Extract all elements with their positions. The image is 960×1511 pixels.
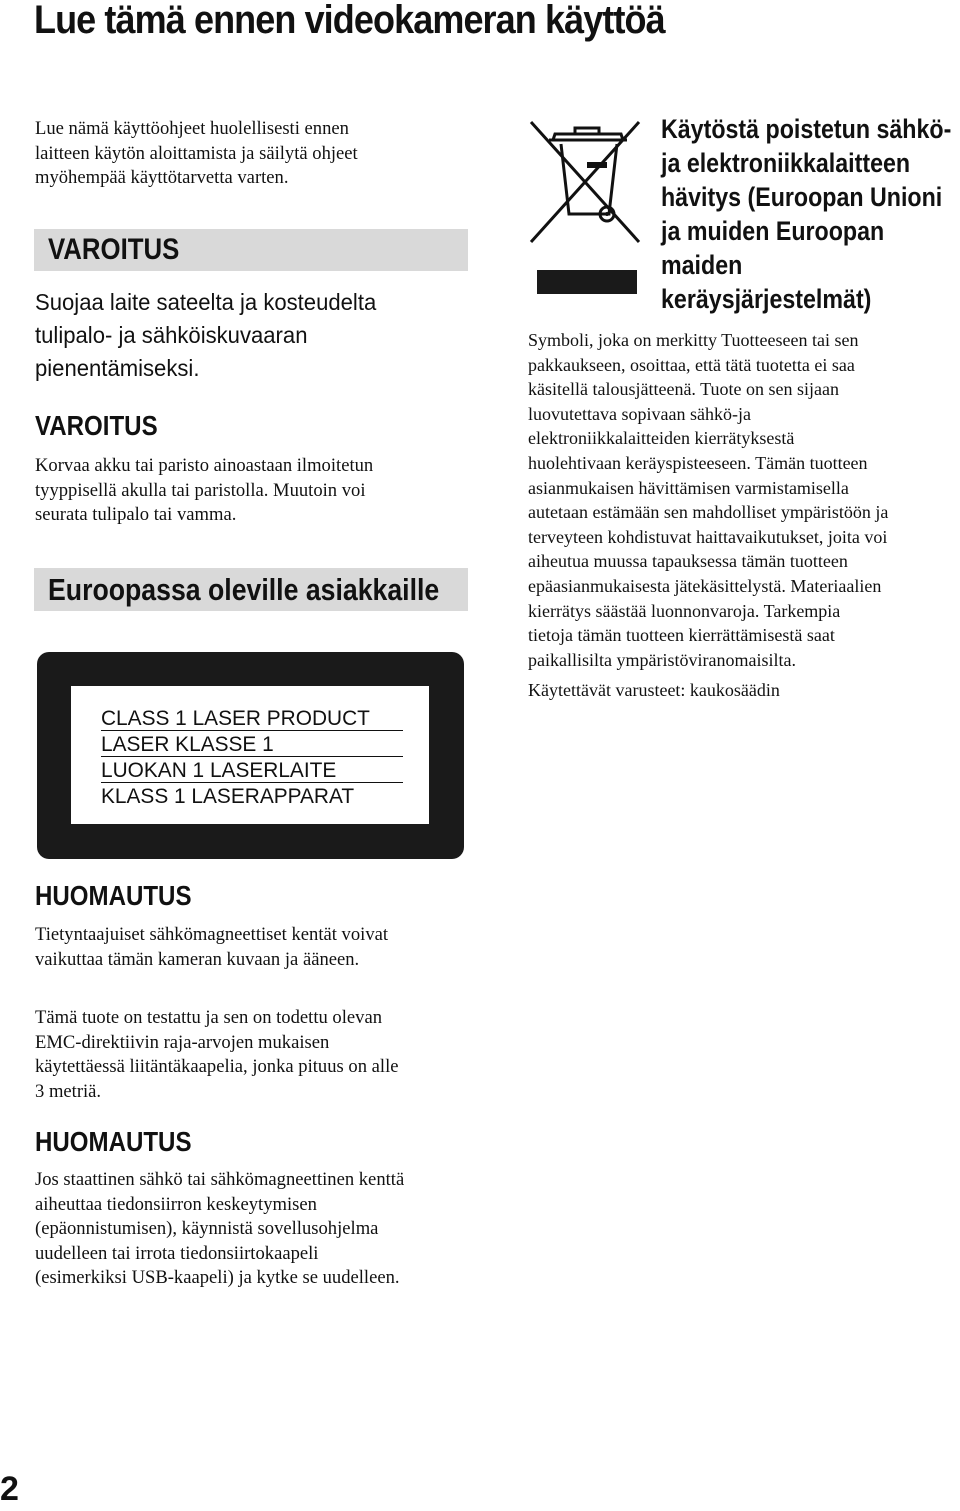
emc-line: Tämä tuote on testattu ja sen on todettu olevan (35, 1007, 382, 1028)
weee-heading-line: hävitys (Euroopan Unioni (661, 182, 943, 212)
weee-line: aiheutua muussa tapauksessa tämän tuotteen (528, 551, 848, 572)
warning2-line: tyyppisellä akulla tai paristolla. Muutoin voi (35, 479, 366, 501)
notice1-line: Tietyntaajuiset sähkömagneettiset kentät voivat (35, 924, 389, 945)
weee-line: elektroniikkalaitteiden kierrätyksestä (528, 428, 795, 449)
warning2-text (35, 454, 373, 528)
weee-line: autetaan estämään sen mahdolliset ympäristöön ja (528, 502, 889, 523)
weee-line: terveyteen kohdistuvat haittavaikutukset, joita voi (528, 526, 888, 547)
notice2-line: uudelleen tai irrota tiedonsiirtokaapeli (35, 1242, 319, 1264)
weee-line: käsitellä talousjätteenä. Tuote on sen sijaan (528, 379, 839, 400)
emc-line: 3 metriä. (35, 1080, 102, 1102)
weee-heading-line: ja elektroniikkalaitteen (661, 148, 911, 178)
notice1-heading: HUOMAUTUS (35, 880, 192, 911)
warning1-heading: VAROITUS (48, 233, 180, 266)
notice2-line: (epäonnistumisen), käynnistä sovellusohjelma (35, 1218, 379, 1240)
weee-heading-line: maiden (661, 250, 743, 280)
warning1-line: pienentämiseksi. (35, 355, 200, 381)
notice1-line: vaikuttaa tämän kameran kuvaan ja ääneen. (35, 948, 360, 970)
europe-heading-bar (34, 568, 468, 611)
intro-line: myöhempää käyttötarvetta varten. (35, 167, 289, 189)
accessories-text: Käytettävät varusteet: kaukosäädin (528, 680, 780, 700)
weee-line: luovutettava sopivaan sähkö-ja (528, 403, 751, 424)
emc-paragraph (35, 1006, 399, 1104)
notice2-heading: HUOMAUTUS (35, 1126, 192, 1157)
weee-heading-line: keräysjärjestelmät) (661, 284, 872, 314)
warning1-line: Suojaa laite sateelta ja kosteudelta (35, 289, 377, 315)
europe-heading: Euroopassa oleville asiakkaille (48, 572, 440, 607)
laser-label-panel (71, 686, 429, 824)
laser-label-line: LUOKAN 1 LASERLAITE (101, 758, 403, 783)
weee-line: paikallisilta ympäristöviranomaisilta. (528, 649, 796, 670)
warning2-line: Korvaa akku tai paristo ainoastaan ilmoitetun (35, 455, 374, 476)
warning-heading-bar (34, 229, 468, 271)
notice2-line: Jos staattinen sähkö tai sähkömagneettinen kenttä (35, 1169, 405, 1190)
laser-label-line: KLASS 1 LASERAPPARAT (101, 784, 355, 808)
warning2-line: seurata tulipalo tai vamma. (35, 504, 237, 526)
crossed-out-wheelie-bin-icon (527, 118, 645, 296)
emc-line: EMC-direktiivin raja-arvojen mukaisen (35, 1031, 330, 1053)
weee-line: kierrätys säästää luonnonvaroja. Tarkempia (528, 600, 841, 621)
weee-heading (661, 112, 960, 316)
weee-line: Symboli, joka on merkitty Tuotteeseen tai sen (528, 330, 859, 350)
intro-line: laitteen käytön aloittamista ja säilytä ohjeet (35, 142, 358, 164)
laser-label-line: LASER KLASSE 1 (101, 732, 403, 757)
weee-line: pakkaukseen, osoittaa, että tätä tuotetta ei saa (528, 354, 855, 375)
weee-line: asianmukaisen hävittämisen varmistamisella (528, 477, 849, 498)
weee-line: tietoja tämän tuotteen kierrättämisestä saat (528, 625, 835, 646)
weee-line: huolehtivaan keräyspisteeseen. Tämän tuotteen (528, 452, 868, 473)
intro-line: Lue nämä käyttöohjeet huolellisesti ennen (35, 118, 349, 139)
weee-line: epäasianmukaisesta jätekäsittelystä. Materiaalien (528, 575, 882, 596)
intro-paragraph (35, 117, 358, 191)
emc-line: käytettäessä liitäntäkaapelia, jonka pituus on alle (35, 1056, 399, 1078)
notice2-text (35, 1168, 404, 1291)
notice1-text (35, 923, 388, 972)
laser-label-line: CLASS 1 LASER PRODUCT (101, 706, 403, 731)
warning1-text (35, 286, 390, 385)
page-title: Lue tämä ennen videokameran käyttöä (34, 0, 665, 42)
laser-class-label (37, 652, 464, 859)
notice2-line: aiheuttaa tiedonsiirron keskeytymisen (35, 1193, 317, 1215)
weee-heading-line: ja muiden Euroopan (661, 216, 885, 246)
weee-paragraph (528, 328, 888, 672)
notice2-line: (esimerkiksi USB-kaapeli) ja kytke se uudelleen. (35, 1267, 400, 1289)
weee-heading-line: Käytöstä poistetun sähkö- (661, 114, 952, 144)
page-number: 2 (0, 1470, 19, 1508)
warning1-line: tulipalo- ja sähköiskuvaaran (35, 322, 308, 348)
warning2-heading: VAROITUS (35, 410, 158, 441)
